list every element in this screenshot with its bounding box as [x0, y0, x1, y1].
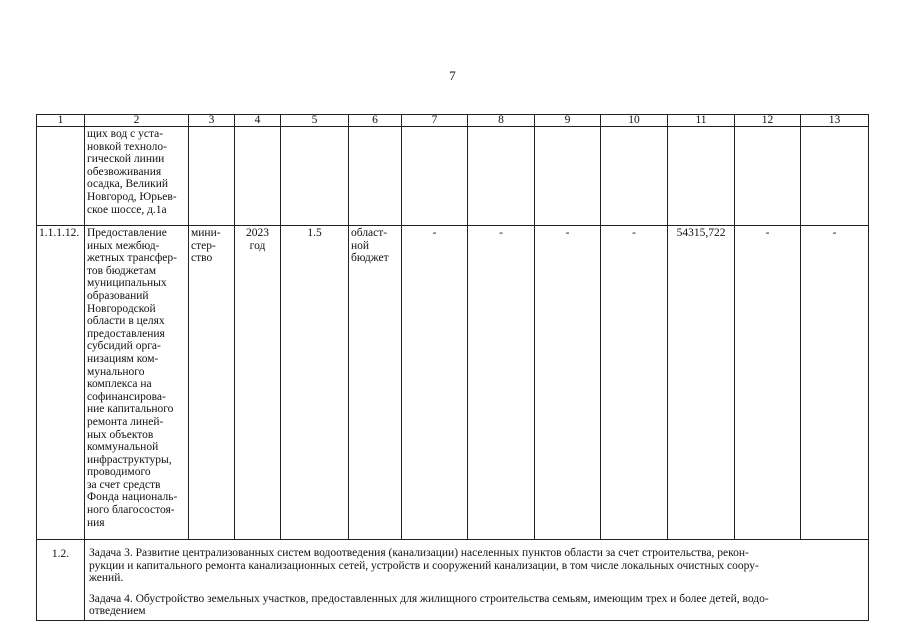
task-4-text: Задача 4. Обустройство земельных участков, предоставленных для жилищного строительства семьям, имеющим трех и более детей, водо- отведением [89, 592, 769, 618]
header-cell: 2 [85, 115, 189, 127]
funding-cell: - [735, 226, 801, 540]
task-3-text: Задача 3. Развитие централизованных систем водоотведения (канализации) населенных пунктов области за счет строительства, рекон- рукции и капитального ремонта канализационных сетей, устройств и сооружений канализации, в том числе локальных очистных соору- жений. [89, 547, 759, 585]
task-description [85, 540, 869, 621]
header-cell: 10 [601, 115, 668, 127]
header-cell: 9 [535, 115, 601, 127]
funding-amount: 54315,722 [668, 226, 735, 540]
page-number: 7 [449, 68, 456, 83]
table-row-1-1-1-12 [37, 226, 869, 540]
header-cell: 8 [468, 115, 535, 127]
header-cell: 1 [37, 115, 85, 127]
row-number: 1.2. [37, 540, 85, 621]
funding-cell: - [801, 226, 869, 540]
table-header-row [37, 115, 869, 127]
executor: мини- стер- ство [189, 226, 235, 540]
header-cell: 11 [668, 115, 735, 127]
continued-description: щих вод с уста- новкой техноло- гической линии обезвоживания осадка, Великий Новгород, Юрьев- ское шоссе, д.1а [85, 127, 189, 226]
header-cell: 5 [281, 115, 349, 127]
row-number: 1.1.1.12. [37, 226, 85, 540]
funding-cell: - [601, 226, 668, 540]
implementation-year: 2023 год [235, 226, 281, 540]
funding-cell: - [468, 226, 535, 540]
header-cell: 3 [189, 115, 235, 127]
table-row-continuation [37, 127, 869, 226]
header-cell: 6 [349, 115, 402, 127]
header-cell: 13 [801, 115, 869, 127]
header-cell: 7 [402, 115, 468, 127]
funding-source: област- ной бюджет [349, 226, 402, 540]
measure-description: Предоставление иных межбюд- жетных трансфер- тов бюджетам муниципальных образований Новгородской области в целях предоставления субсидий орга- низациям ком- мунального комплекса на софинансирова- ние капитального ремонта линей- ных объектов коммунальной инфраструктуры, проводимого за счет средств Фонда националь- ного благосостоя- ния [85, 226, 189, 540]
target-indicator: 1.5 [281, 226, 349, 540]
funding-cell: - [535, 226, 601, 540]
header-cell: 12 [735, 115, 801, 127]
funding-cell: - [402, 226, 468, 540]
header-cell: 4 [235, 115, 281, 127]
table-row-1-2 [37, 540, 869, 621]
program-table [36, 114, 869, 621]
